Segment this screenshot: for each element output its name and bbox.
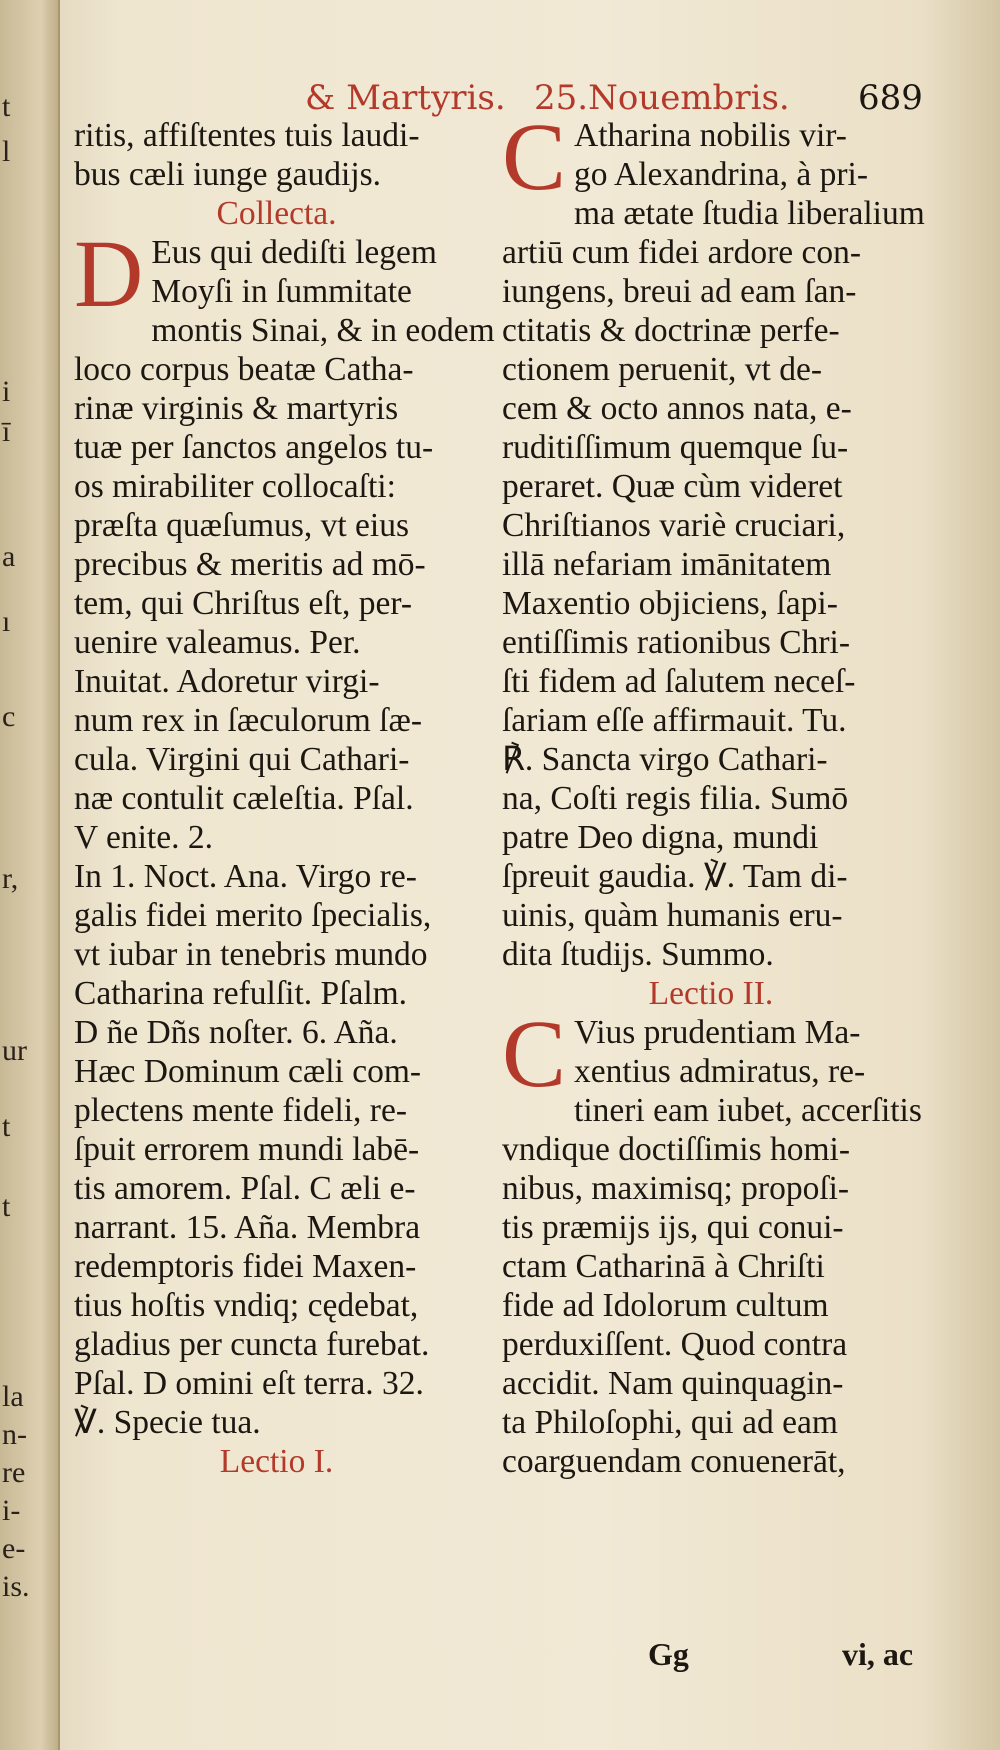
text-line: tis amorem. Pſal. C æli e- (74, 1170, 416, 1207)
margin-fragment: t (2, 1110, 11, 1143)
text-line: tineri eam iubet, accerſitis (574, 1092, 922, 1129)
margin-fragment: n- (2, 1418, 27, 1451)
margin-fragment: re (2, 1456, 26, 1489)
text-line: ta Philoſophi, qui ad eam (502, 1404, 838, 1441)
margin-fragment: ur (2, 1034, 27, 1067)
margin-fragment: r, (2, 862, 19, 895)
text-line: go Alexandrina, à pri- (574, 156, 868, 193)
drop-capital: D (74, 220, 144, 327)
text-line: ruditiſſimum quemque ſu- (502, 429, 849, 466)
text-line: Maxentio objiciens, ſapi- (502, 585, 838, 622)
text-line: ctionem peruenit, vt de- (502, 351, 823, 388)
text-line: accidit. Nam quinquagin- (502, 1365, 844, 1402)
text-line: Eus qui dediſti legem (151, 234, 437, 271)
text-line: iungens, breui ad eam ſan- (502, 273, 857, 310)
text-line: ſpreuit gaudia. ℣. Tam di- (502, 858, 848, 895)
section-heading: Lectio I. (219, 1443, 334, 1480)
text-line: plectens mente fideli, re- (74, 1092, 407, 1129)
text-line: V enite. 2. (74, 819, 213, 856)
text-line: uinis, quàm humanis eru- (502, 897, 843, 934)
text-line: nibus, maximisq; propoſi- (502, 1170, 850, 1207)
text-line: tuæ per ſanctos angelos tu- (74, 429, 434, 466)
text-line: vt iubar in tenebris mundo (74, 936, 428, 973)
margin-fragment: i- (2, 1494, 21, 1527)
text-line: uenire valeamus. Per. (74, 624, 361, 661)
text-line: præſta quæſumus, vt eius (74, 507, 409, 544)
text-line: Chriſtianos variè cruciari, (502, 507, 846, 544)
drop-capital: C (502, 1000, 567, 1107)
margin-fragment: e- (2, 1532, 26, 1565)
drop-capital: C (502, 103, 567, 210)
text-line: vndique doctiſſimis homi- (502, 1131, 851, 1168)
text-line: næ contulit cæleſtia. Pſal. (74, 780, 414, 817)
page-number: 689 (858, 78, 923, 118)
text-line: illā nefariam imānitatem (502, 546, 832, 583)
catchword: vi, ac (842, 1636, 914, 1672)
text-line: ritis, affiſtentes tuis laudi- (74, 117, 420, 154)
margin-fragment: i (2, 375, 11, 408)
text-line: na, Coſti regis filia. Sumō (502, 780, 849, 817)
margin-fragment: la (2, 1380, 24, 1413)
text-line: entiſſimis rationibus Chri- (502, 624, 851, 661)
header-left: & Martyris. (305, 78, 506, 118)
text-line: Pſal. D omini eſt terra. 32. (74, 1365, 424, 1402)
text-line: Hæc Dominum cæli com- (74, 1053, 422, 1090)
text-line: Atharina nobilis vir- (574, 117, 847, 154)
text-line: Inuitat. Adoretur virgi- (74, 663, 380, 700)
margin-fragment: l (2, 135, 11, 168)
text-line: peraret. Quæ cùm videret (502, 468, 843, 505)
section-heading: Collecta. (216, 195, 337, 232)
margin-fragment: a (2, 540, 16, 573)
text-line: coarguendam conuenerāt, (502, 1443, 846, 1480)
text-line: tius hoſtis vndiq; cędebat, (74, 1287, 419, 1324)
margin-fragment: t (2, 90, 11, 123)
text-line: xentius admiratus, re- (574, 1053, 866, 1090)
text-line: artiū cum fidei ardore con- (502, 234, 862, 271)
section-heading: Lectio II. (648, 975, 774, 1012)
text-line: narrant. 15. Aña. Membra (74, 1209, 421, 1246)
margin-fragment: is. (2, 1570, 30, 1603)
text-line: cula. Virgini qui Cathari- (74, 741, 410, 778)
text-line: galis fidei merito ſpecialis, (74, 897, 432, 934)
text-line: loco corpus beatæ Catha- (74, 351, 414, 388)
signature-mark: Gg (648, 1636, 689, 1672)
right-column (502, 103, 925, 1481)
text-line: Catharina refulſit. Pſalm. (74, 975, 408, 1012)
text-line: fide ad Idolorum cultum (502, 1287, 829, 1324)
text-line: tem, qui Chriſtus eſt, per- (74, 585, 412, 622)
text-line: ſariam eſſe affirmauit. Tu. (502, 702, 847, 739)
text-line: ſpuit errorem mundi labē- (74, 1131, 420, 1168)
text-line: ctam Catharinā à Chriſti (502, 1248, 825, 1285)
text-line: ſti fidem ad ſalutem neceſ- (502, 663, 856, 700)
text-line: D ñe Dñs noſter. 6. Aña. (74, 1014, 398, 1051)
previous-page-edge (0, 0, 60, 1750)
margin-fragment: c (2, 700, 16, 733)
text-line: precibus & meritis ad mō- (74, 546, 426, 583)
text-line: ℣. Specie tua. (74, 1404, 261, 1441)
text-line: Vius prudentiam Ma- (574, 1014, 861, 1051)
text-line: cem & octo annos nata, e- (502, 390, 852, 427)
margin-fragment: t (2, 1190, 11, 1223)
text-line: dita ſtudijs. Summo. (502, 936, 774, 973)
header-center: 25.Nouembris. (534, 78, 790, 118)
text-line: ma ætate ſtudia liberalium (574, 195, 925, 232)
text-line: tis præmijs ijs, qui conui- (502, 1209, 844, 1246)
left-column (74, 116, 495, 1481)
text-line: ctitatis & doctrinæ perfe- (502, 312, 840, 349)
margin-fragment: ı (2, 605, 11, 638)
text-line: os mirabiliter collocaſti: (74, 468, 396, 505)
text-line: montis Sinai, & in eodem (151, 312, 495, 349)
text-line: Moyſi in ſummitate (151, 273, 412, 310)
text-line: perduxiſſent. Quod contra (502, 1326, 848, 1363)
text-line: rinæ virginis & martyris (74, 390, 399, 427)
text-line: ℟. Sancta virgo Cathari- (502, 741, 828, 778)
text-line: In 1. Noct. Ana. Virgo re- (74, 858, 417, 895)
text-line: redemptoris fidei Maxen- (74, 1248, 417, 1285)
text-line: bus cæli iunge gaudijs. (74, 156, 382, 193)
text-line: patre Deo digna, mundi (502, 819, 819, 856)
text-line: gladius per cuncta furebat. (74, 1326, 430, 1363)
text-line: num rex in ſæculorum ſæ- (74, 702, 422, 739)
margin-fragment: ī (2, 415, 11, 448)
